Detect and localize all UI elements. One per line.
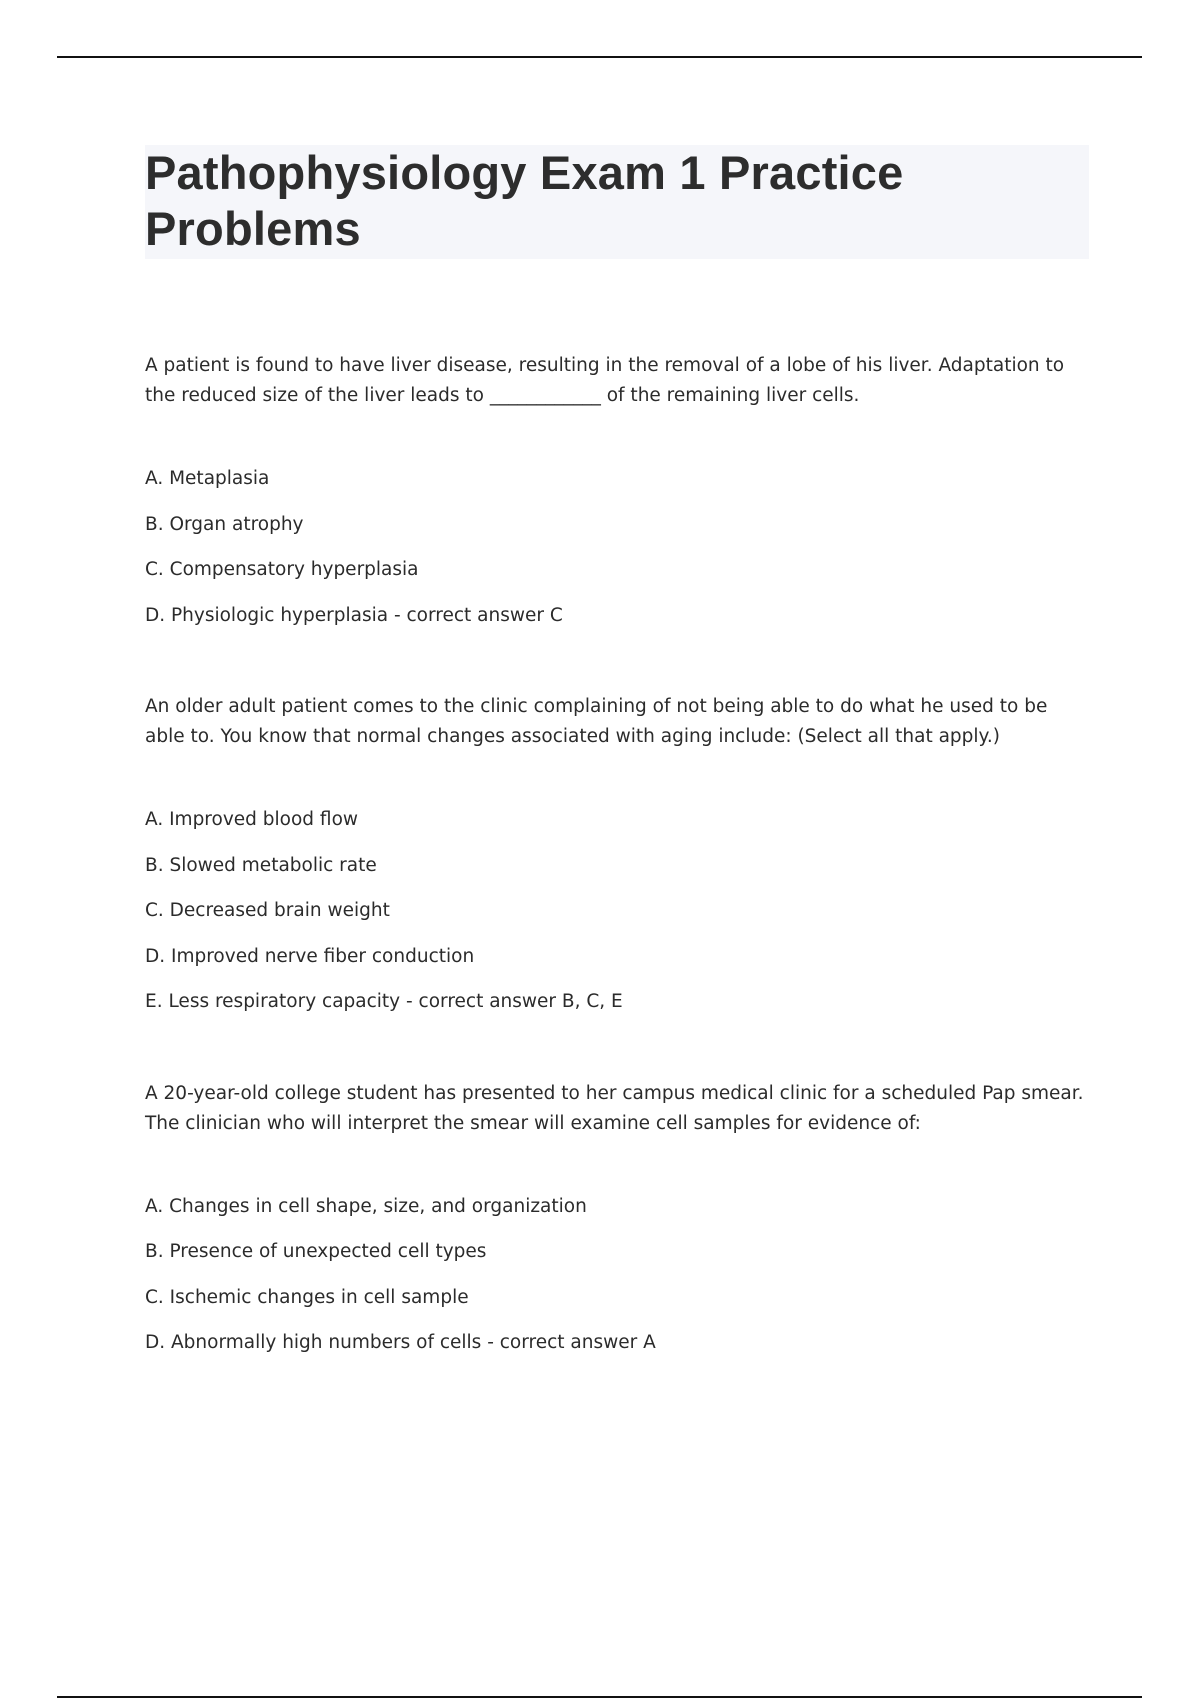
document-body: [145, 145, 1089, 1377]
answer-option: A. Changes in cell shape, size, and organization: [145, 1195, 587, 1217]
page-title: Pathophysiology Exam 1 Practice Problems: [145, 146, 904, 255]
answer-option: E. Less respiratory capacity - correct answer B, C, E: [145, 991, 623, 1012]
answer-options: [145, 467, 1089, 649]
answer-option: B. Slowed metabolic rate: [145, 854, 377, 876]
answer-option: B. Presence of unexpected cell types: [145, 1241, 487, 1262]
answer-option: A. Metaplasia: [145, 468, 270, 489]
answer-option: B. Organ atrophy: [145, 513, 304, 535]
answer-option: C. Compensatory hyperplasia: [145, 559, 419, 580]
answer-options: [145, 808, 1089, 1036]
answer-option: C. Decreased brain weight: [145, 900, 390, 921]
question-2: [145, 692, 1089, 1036]
answer-options: [145, 1195, 1089, 1377]
title-banner: [145, 145, 1089, 259]
answer-option: D. Physiologic hyperplasia - correct answer C: [145, 604, 563, 626]
question-prompt: A 20-year-old college student has presented to her campus medical clinic for a scheduled Pap smear. The clinician who will interpret the smear will examine cell samples for evidence of:: [145, 1082, 1084, 1134]
answer-option: C. Ischemic changes in cell sample: [145, 1286, 469, 1308]
answer-option: D. Improved nerve fiber conduction: [145, 945, 475, 967]
question-1: [145, 351, 1089, 649]
header-rule: [57, 56, 1142, 58]
answer-option: D. Abnormally high numbers of cells - correct answer A: [145, 1332, 656, 1353]
footer-rule: [57, 1696, 1142, 1698]
question-3: [145, 1079, 1089, 1377]
answer-option: A. Improved blood flow: [145, 809, 359, 830]
question-prompt: An older adult patient comes to the clinic complaining of not being able to do what he used to be able to. You know that normal changes associated with aging include: (Select all that apply.): [145, 696, 1048, 747]
question-prompt: A patient is found to have liver disease, resulting in the removal of a lobe of his liver. Adaptation to the reduced size of the liver leads to ____________ of the remaining liver cells.: [145, 355, 1065, 406]
